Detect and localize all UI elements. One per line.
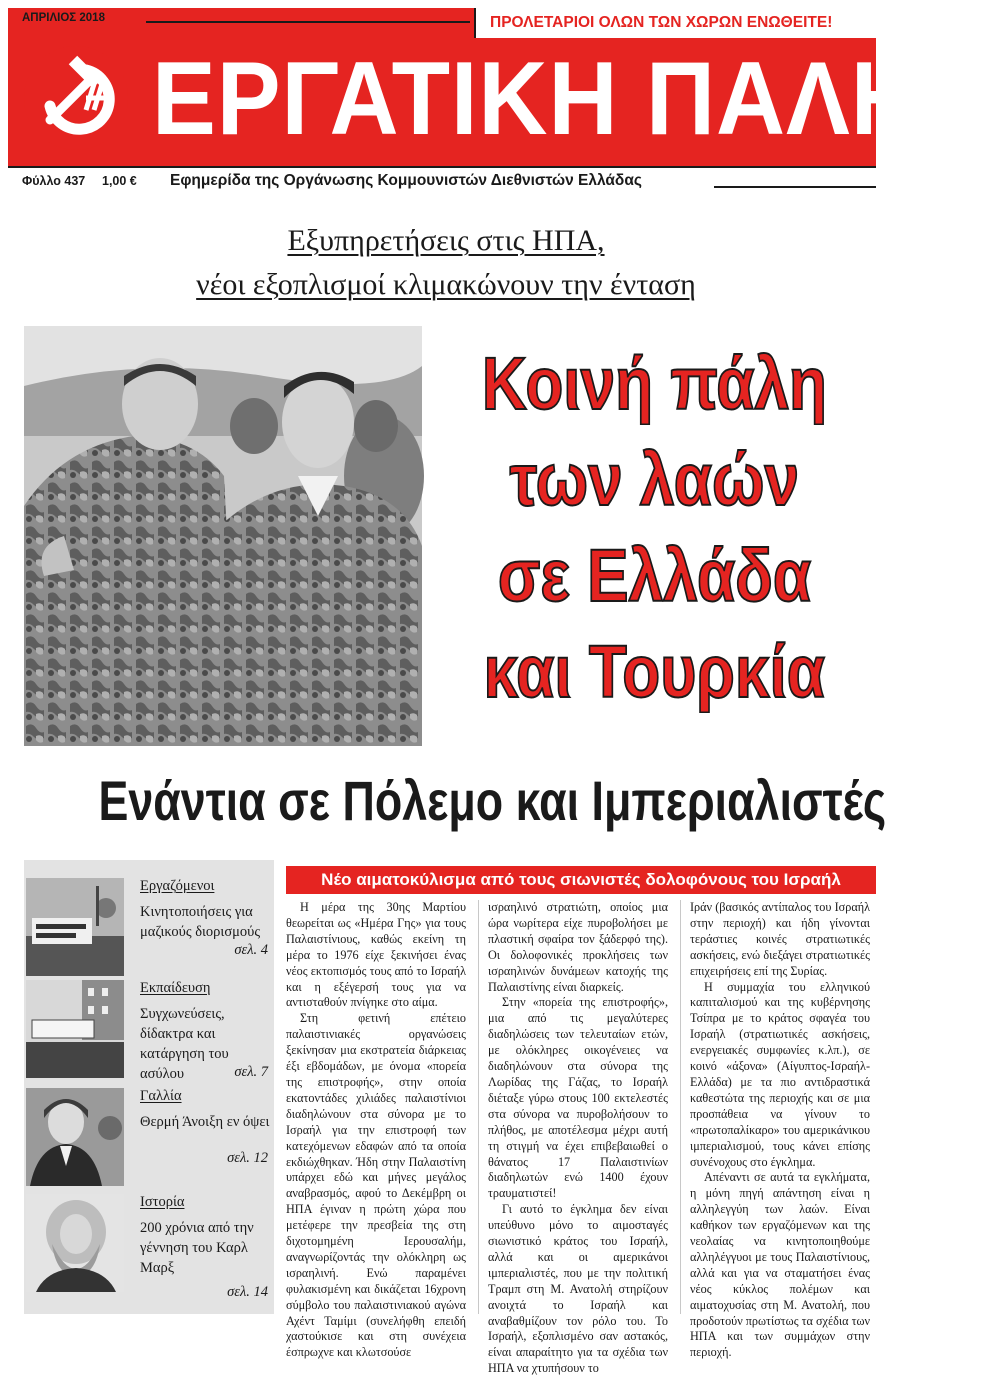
red-headline-line-2: των λαών [509,438,799,521]
article-paragraph: Η συμμαχία του ελληνικού καπιταλισμού και της κυβέρνησης Τσίπρα με το κράτος σφαγέα του Ισραήλ (στρατιωτικές ασκήσεις, ενεργειακές συμφωνίες κ.λπ.), σε κοινό «άξονα» (Αίγυπτος-Ισραήλ-Ελλάδα) με τα πιο αντιδραστικά καθεστώτα της περιοχής και σε μια προσπάθεια να γίνουν το «πρωτοπαλίκαρο» του αμερικάνικου ιμπεριαλισμού, τους κάνει επίσης συνένοχους στο έγκλημα. [690,979,870,1169]
marx-thumbnail [26,1194,124,1292]
sidebar-headline: Συγχωνεύσεις, δίδακτρα και κατάργηση του ασύλου [140,1006,229,1082]
top-rule [146,21,470,23]
article-paragraph: Γι αυτό το έγκλημα δεν είναι υπεύθυνο μόνο το αιμοσταγές σιωνιστικό κράτος του Ισραήλ, αλλά και οι αμερικάνοι ιμπεριαλιστές, που με την πολιτική Τραμπ στη Μ. Ανατολή στηρίζουν ανοιχτά το Ισραήλ και αναβαθμίζουν τον ρόλο του. Το Ισραήλ, εξοπλισμένο σαν αστακός, είναι απαραίτητο για τα σχέδια των ΗΠΑ να χτυπήσουν το [488,1202,668,1376]
front-photo [24,326,422,746]
column-divider [478,900,479,1314]
issue-date: ΑΠΡΙΛΙΟΣ 2018 [22,12,105,24]
column-divider [680,900,681,1314]
sidebar-headline: Θερμή Άνοιξη εν όψει [140,1114,270,1130]
red-headline-line-4: και Τουρκία [483,630,825,713]
issue-number: Φύλλο 437 [22,174,86,188]
subtitle-rule [714,186,876,188]
hammer-sickle-4-logo-icon [22,44,130,152]
issue-price: 1,00 € [102,174,137,188]
article-paragraph: Ιράν (βασικός αντίπαλος του Ισραήλ στην περιοχή) και ήδη γίνονται τεράστιες κοινές στρατιωτικές ασκήσεις, ενώ διεξάγει στρατιωτικές επιχειρήσεις επί της Συρίας. [690,900,870,978]
article-paragraph: Η μέρα της 30ης Μαρτίου θεωρείται ως «Ημέρα Γης» για τους Παλαιστίνιους, καθώς εκείνη τη μέρα το 1976 είχε ξεκινήσει ένας νέος εκτοπισμός τους από το Ισραήλ και η εξέγερσή τους για να αντισταθούν πνίγηκε στο αίμα. [286,900,466,1010]
newspaper-title: ΕΡΓΑΤΙΚΗ ΠΑΛΗ [152,41,921,157]
article-title-bar [286,866,876,894]
red-headline-line-3: σε Ελλάδα [497,534,811,617]
article-column-3 [690,900,870,1360]
newspaper-subtitle: Εφημερίδα της Οργάνωσης Κομμουνιστών Διεθνιστών Ελλάδας [170,172,642,189]
article-paragraph: Στη φετινή επέτειο παλαιστινιακές οργανώσεις ξεκίνησαν μια εκστρατεία διάρκειας έξι εβδομάδων, με όνομα «πορεία της επιστροφής», στην οποία εκατοντάδες χιλιάδες παλαιστίνιοι διαδηλώνουν στα σύνορα με το Ισραήλ για την επιστροφή των κατεχόμενων εδαφών από τα οποία εκδιώχθηκαν. Ήδη στην Παλαιστίνη υπάρχει εδώ και μήνες μεγάλος αναβρασμός, αφού το Δεκέμβρη οι ΗΠΑ έγιναν η πρώτη χώρα που μετέφερε την πρεσβεία της στη διχοτομημένη Ιερουσαλήμ, αναγνωρίζοντάς την ολόκληρη ως ισραηλινή. Ενώ παραμένει φυλακισμένη και δικάζεται 16χρονη σύμβολο του παλαιστινιακού αγώνα Αχέντ Ταμίμι (συνελήφθη επειδή χαστούκισε και στη συνέχεια έσπρωχνε και κλωτσούσε [286,1011,466,1360]
article-title: Νέο αιματοκύλισμα από τους σιωνιστές δολοφόνους του Ισραήλ [321,870,841,889]
sidebar-item-workers[interactable] [24,878,274,978]
workers-thumbnail [26,878,124,976]
article-column-1 [286,900,466,1360]
sidebar-category: Γαλλία [140,1088,182,1104]
kicker-line-2: νέοι εξοπλισμοί κλιμακώνουν την ένταση [196,268,696,301]
slogan: ΠΡΟΛΕΤΑΡΙΟΙ ΟΛΩΝ ΤΩΝ ΧΩΡΩΝ ΕΝΩΘΕΙΤΕ! [490,14,833,31]
kicker-line-1: Εξυπηρετήσεις στις ΗΠΑ, [287,224,605,257]
sidebar-item-education[interactable] [24,980,274,1088]
red-headline-line-1: Κοινή πάλη [481,342,827,425]
masthead [8,8,921,192]
sidebar-headline: Κινητοποιήσεις για μαζικούς διορισμούς [140,904,261,940]
sidebar-category: Εργαζόμενοι [140,878,215,894]
sidebar-category: Εκπαίδευση [140,980,211,996]
education-thumbnail [26,980,124,1078]
article-paragraph: Απέναντι σε αυτά τα εγκλήματα, η μόνη πηγή απάντηση είναι η αλληλεγγύη των λαών. Είναι καθήκον των εργαζόμενων και της νεολαίας να κινητοποιηθούμε αλληλέγγυοι με τους Παλαιστίνιους, αλλά και για να σταματήσει ένας νέος κύκλος πολέμων και αιματοχυσίας στη Μ. Ανατολή, που προδοτούν πρωτίστως τα σχέδια των ΗΠΑ και των συμμάχων στην περιοχή. [690,1170,870,1360]
sidebar-page-ref: σελ. 12 [227,1150,268,1166]
sidebar-item-history[interactable] [24,1194,274,1302]
article-paragraph: Στην «πορεία της επιστροφής», μια από τις μεγαλύτερες διαδηλώσεις των τελευταίων ετών, με ολόκληρες οικογένειες να διαδηλώνουν στα σύνορα της Λωρίδας της Γάζας, το Ισραήλ διέταξε γύρω στους 100 εκτελεστές στα σύνορα να πυροβολήσουν το πλήθος, με αποτέλεσμα μέχρι αυτή τη στιγμή να έχει επιβεβαιωθεί ο θάνατος 17 Παλαιστινίων διαδηλωτών ενώ 1400 έχουν τραυματιστεί! [488,995,668,1201]
article-column-2 [488,900,668,1376]
sidebar-page-ref: σελ. 14 [227,1284,268,1300]
sidebar-headline: 200 χρόνια από την γέννηση του Καρλ Μαρξ [140,1220,254,1276]
article-paragraph: ισραηλινό στρατιώτη, οποίος μια ώρα νωρίτερα είχε πυροβολήσει με πλαστική σφαίρα τον ξάδερφό της). Οι δολοφονικές προκλήσεις των ισραηλινών δυνάμεων κατοχής της Παλαιστίνης είναι διαρκείς. [488,900,668,994]
issue-bar [8,166,876,194]
sidebar [24,860,274,1314]
sidebar-page-ref: σελ. 4 [234,942,268,958]
france-thumbnail [26,1088,124,1186]
sidebar-item-france[interactable] [24,1088,274,1192]
sidebar-page-ref: σελ. 7 [234,1064,268,1080]
sidebar-category: Ιστορία [140,1194,185,1210]
slogan-box [474,8,878,38]
main-headline: Ενάντια σε Πόλεμο και Ιμπεριαλιστές [98,769,887,832]
